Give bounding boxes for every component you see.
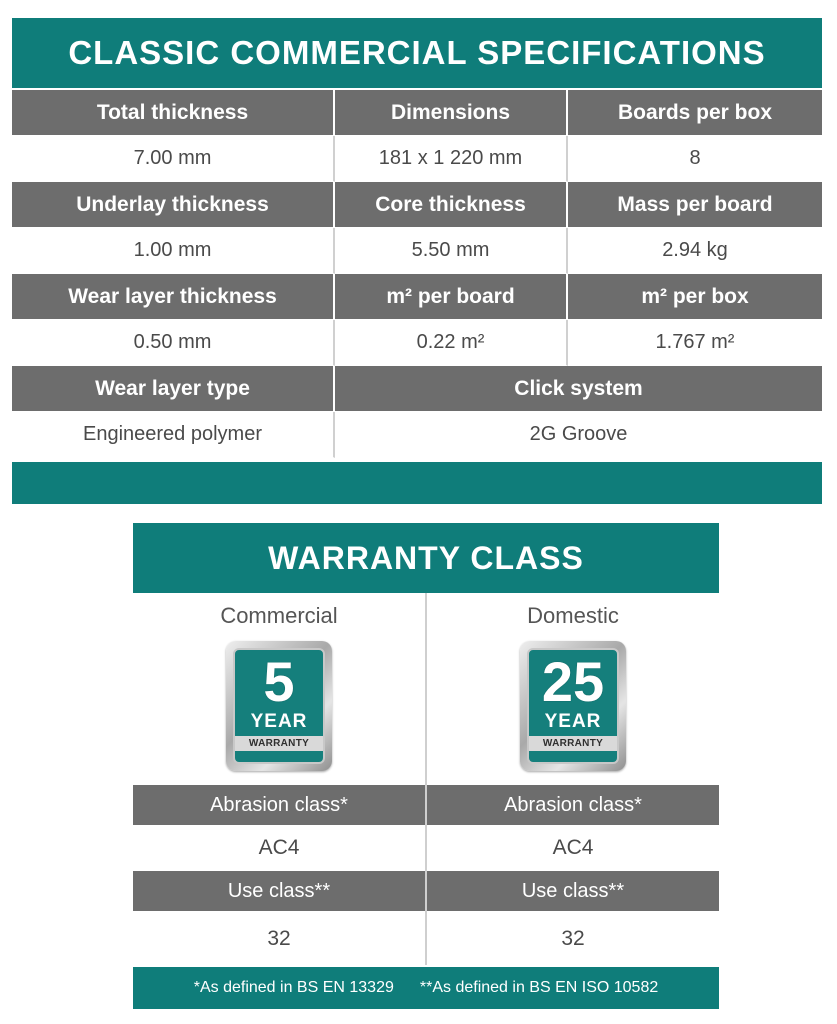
spec-header: Click system — [335, 366, 822, 412]
spec-header: Mass per board — [568, 182, 822, 228]
spec-header: Boards per box — [568, 90, 822, 136]
abrasion-class-header: Abrasion class* — [133, 785, 425, 825]
warranty-type-label: Commercial — [220, 603, 338, 628]
warranty-column-commercial — [133, 593, 425, 967]
spec-value: 5.50 mm — [335, 228, 568, 274]
warranty-column-domestic — [427, 593, 719, 967]
spec-table — [12, 90, 822, 458]
spec-header: m² per box — [568, 274, 822, 320]
badge-year: YEAR — [250, 711, 308, 732]
use-class-value: 32 — [267, 927, 291, 950]
badge-warranty-label: WARRANTY — [529, 736, 617, 751]
spec-value: 1.00 mm — [12, 228, 335, 274]
footnote-abrasion: *As defined in BS EN 13329 — [193, 979, 394, 996]
footnote-use: **As defined in BS EN ISO 10582 — [419, 979, 659, 996]
spec-value: 0.22 m² — [335, 320, 568, 366]
spec-header: Core thickness — [335, 182, 568, 228]
warranty-badge-icon — [226, 641, 332, 771]
spec-header: Wear layer thickness — [12, 274, 335, 320]
badge-number: 25 — [541, 650, 605, 713]
spec-value: 7.00 mm — [12, 136, 335, 182]
spec-bottom-bar — [12, 462, 822, 504]
spec-header: Dimensions — [335, 90, 568, 136]
warranty-title: WARRANTY CLASS — [133, 523, 719, 593]
spec-value: 2G Groove — [335, 412, 822, 458]
use-class-value: 32 — [561, 927, 585, 950]
warranty-badge-icon — [520, 641, 626, 771]
spec-header: Wear layer type — [12, 366, 335, 412]
footnote-bar — [133, 967, 719, 1009]
spec-value: 8 — [568, 136, 822, 182]
spec-value: 0.50 mm — [12, 320, 335, 366]
spec-header: Total thickness — [12, 90, 335, 136]
spec-title: CLASSIC COMMERCIAL SPECIFICATIONS — [12, 18, 822, 88]
spec-value: 181 x 1 220 mm — [335, 136, 568, 182]
use-class-header: Use class** — [133, 871, 425, 911]
spec-value: 1.767 m² — [568, 320, 822, 366]
spec-header: m² per board — [335, 274, 568, 320]
spec-header: Underlay thickness — [12, 182, 335, 228]
warranty-badge — [133, 639, 425, 785]
warranty-type-label: Domestic — [527, 603, 619, 628]
abrasion-class-value: AC4 — [552, 836, 594, 859]
spec-value: Engineered polymer — [12, 412, 335, 458]
abrasion-class-value: AC4 — [258, 836, 300, 859]
use-class-header: Use class** — [427, 871, 719, 911]
abrasion-class-header: Abrasion class* — [427, 785, 719, 825]
warranty-badge — [427, 639, 719, 785]
badge-warranty-label: WARRANTY — [235, 736, 323, 751]
badge-number: 5 — [263, 650, 295, 713]
badge-year: YEAR — [544, 711, 602, 732]
spec-value: 2.94 kg — [568, 228, 822, 274]
